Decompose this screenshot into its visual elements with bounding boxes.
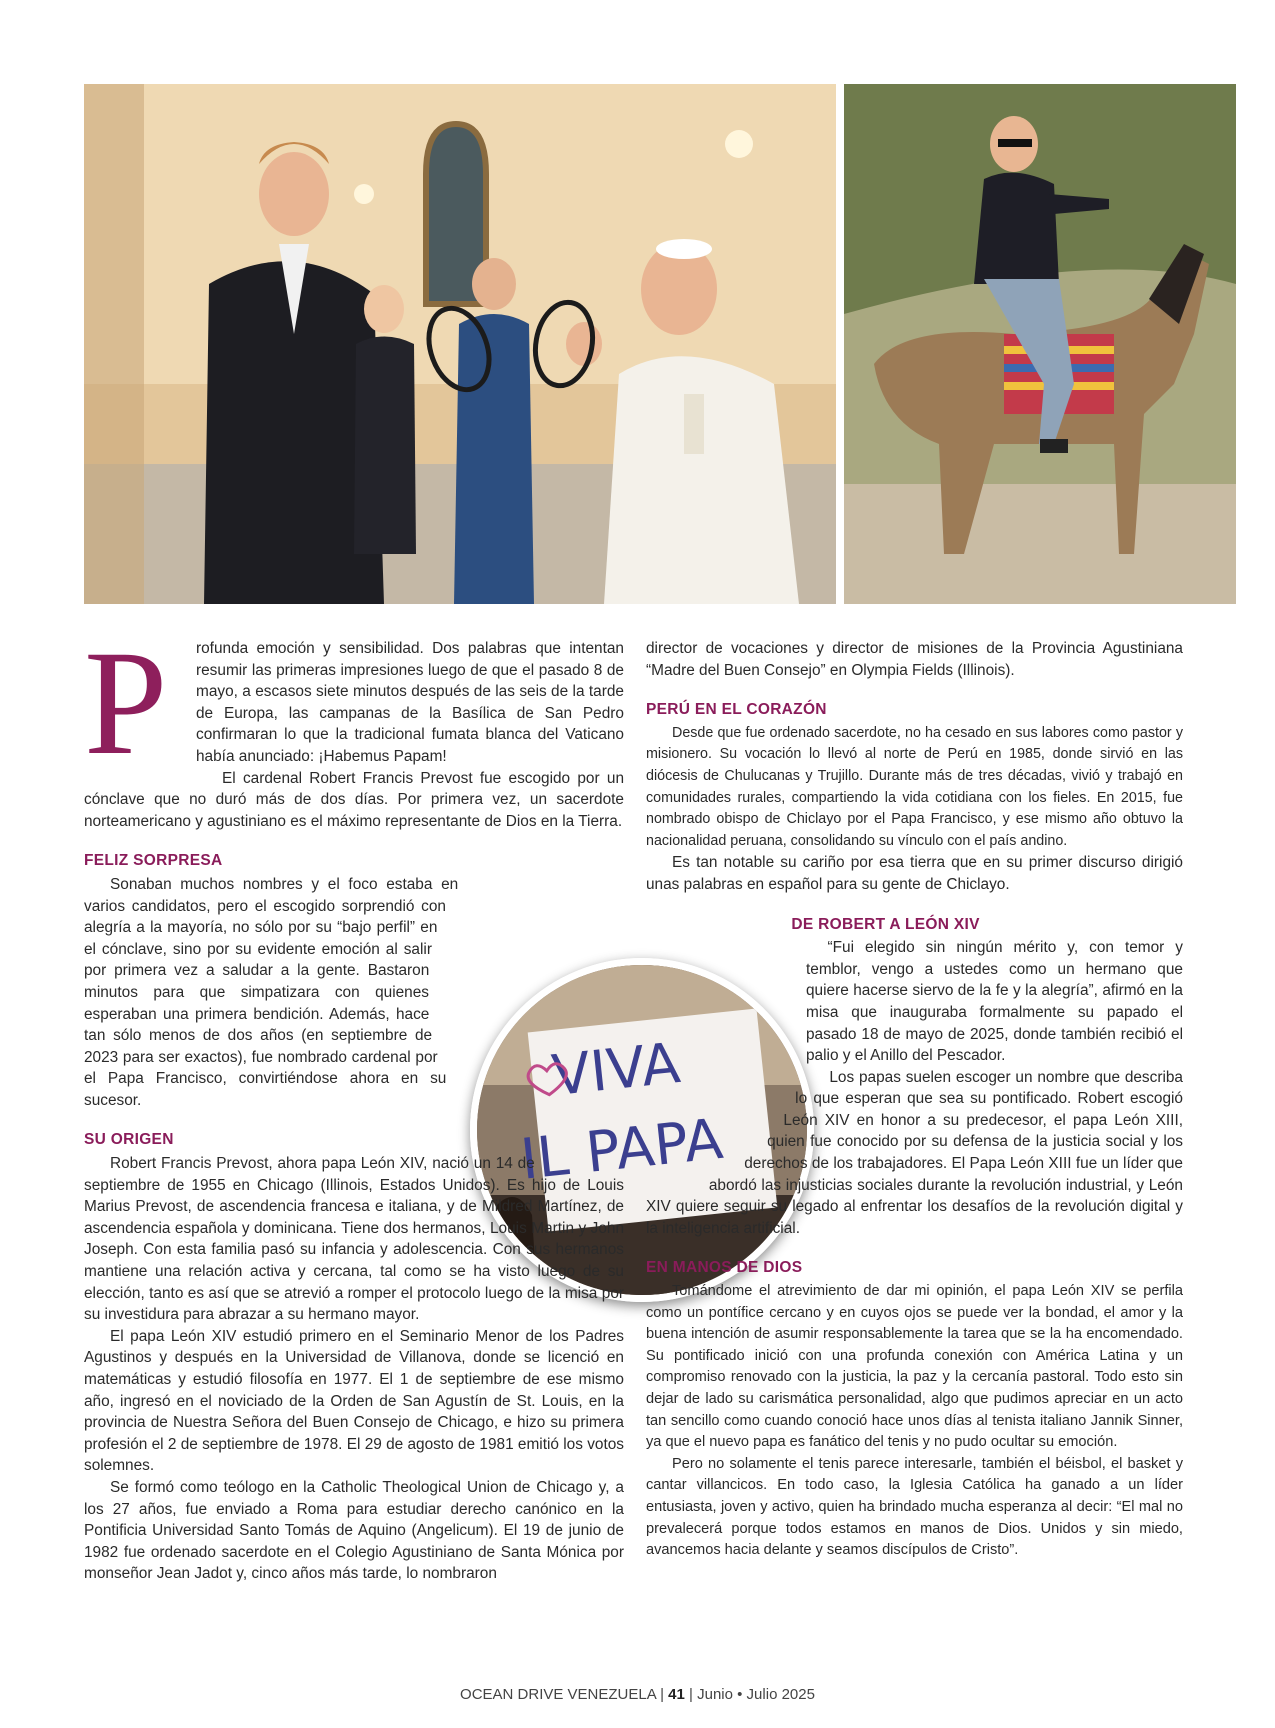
intro-paragraph-2: El cardenal Robert Francis Prevost fue escogido por un cónclave que no duró más de dos días. Por primera vez, un sacerdote norteamericano y agustiniano es el máximo representante de Dios en la Tierra. xyxy=(84,769,624,830)
article-column-left xyxy=(84,620,624,1585)
horse-rider-photo xyxy=(844,84,1236,604)
papal-audience-illustration xyxy=(84,84,836,604)
intro-paragraph-1: rofunda emoción y sensibilidad. Dos palabras que intentan resumir las primeras impresiones luego de que el pasado 8 de mayo, a escasos siete minutos después de las seis de la tarde de Europa, las campanas de la Basílica de San Pedro confirmaran lo que la tradicional fumata blanca del Vaticano había anunciado: ¡Habemus Papam! xyxy=(196,640,624,765)
heading-su-origen: SU ORIGEN xyxy=(84,1131,174,1149)
leon-paragraph-2: Los papas suelen escoger un nombre que describa lo que esperan que sea su pontificado. Robert escogió León XIV en honor a su predecesor, el papa León XIII, quien fue conocido por su defensa de la justicia social y los derechos de los trabajadores. El Papa León XIII fue un líder que abordó las injusticias sociales durante la revolución industrial, y León XIV quiere seguir su legado al enfrentar los desafíos de la revolución digital y la inteligencia artificial. xyxy=(646,1068,1183,1237)
origen-paragraph-3: Se formó como teólogo en la Catholic Theological Union de Chicago y, a los 27 años, fue enviado a Roma para estudiar derecho canónico en la Pontificia Universidad Santo Tomás de Aquino (Angelicum). El 19 de junio de 1982 fue ordenado sacerdote en el Colegio Agustiniano de Santa Mónica por monseñor Jean Jadot y, cinco años más tarde, lo nombraron xyxy=(84,1478,624,1583)
drop-cap: P xyxy=(84,620,168,786)
feliz-paragraph: Sonaban muchos nombres y el foco estaba en varios candidatos, pero el escogido sorprendió con alegría a la mayoría, no sólo por su “bajo perfil” en el cónclave, sino por su evidente emoción al salir por primera vez a saludar a la gente. Bastaron minutos para que simpatizara con quienes esperaban una primera bendición. Además, hace tan sólo menos de dos años (en septiembre de 2023 para ser exactos), fue nombrado cardenal por el Papa Francisco, convirtiéndose ahora en su sucesor. xyxy=(84,875,459,1109)
page-footer: OCEAN DRIVE VENEZUELA | 41 | Junio • Julio 2025 xyxy=(460,1686,815,1703)
sign-line1: VIVA xyxy=(549,1031,684,1110)
origen-paragraph-2: El papa León XIV estudió primero en el Seminario Menor de los Padres Agustinos y después en la Universidad de Villanova, donde se licenció en matemáticas y estudió filosofía en 1977. El 1 de septiembre de ese mismo año, ingresó en el noviciado de la Orden de San Agustín de St. Louis, en la provincia de Nuestra Señora del Buen Consejo de Chicago, e hizo su primera profesión el 2 de septiembre de 1978. El 29 de agosto de 1981 emitió los votos solemnes. xyxy=(84,1327,624,1475)
manos-paragraph-1: Tomándome el atrevimiento de dar mi opinión, el papa León XIV se perfila como un pontífice cercano y en cuyos ojos se puede ver la bondad, el amor y la buena intención de asumir responsablemente la tarea que se la ha encomendado. Su pontificado inició con una profunda conexión con América Latina y un compromiso renovado con la justicia, la paz y la cercanía pastoral. Todo esto sin dejar de lado su carismática personalidad, algo que pudimos apreciar en un acto tan sencillo como cuando conoció hace unos días al tenista italiano Jannik Sinner, ya que el nuevo papa es fanático del tenis y no pudo ocultar su emoción. xyxy=(646,1283,1183,1451)
origen-paragraph-3-continued: director de vocaciones y director de misiones de la Provincia Agustiniana “Madre del Buen Consejo” en Olympia Fields (Illinois). xyxy=(646,640,1183,679)
leon-paragraph-1: “Fui elegido sin ningún mérito y, con temor y temblor, vengo a ustedes como un hermano que quiere hacerse siervo de la fe y la alegría”, afirmó en la misa que inauguraba formalmente su papado el pasado 18 de mayo de 2025, donde también recibió el palio y el Anillo del Pescador. xyxy=(806,939,1183,1065)
manos-paragraph-2: Pero no solamente el tenis parece interesarle, también el béisbol, el basket y cantar villancicos. En todo caso, la Iglesia Católica ha ganado a un líder entusiasta, joven y activo, quien ha brindado mucha esperanza al decir: “El mal no prevalecerá porque todos estamos en manos de Dios. Unidos y sin miedo, avancemos hacia delante y seamos discípulos de Cristo”. xyxy=(646,1455,1183,1559)
heading-de-robert-a-leon: DE ROBERT A LEÓN XIV xyxy=(791,915,980,933)
article-column-right xyxy=(646,638,1183,1562)
page-number: 41 xyxy=(668,1686,685,1703)
heading-peru-en-el-corazon: PERÚ EN EL CORAZÓN xyxy=(646,701,827,719)
papal-audience-photo xyxy=(84,84,836,604)
sign-line2: IL PAPA xyxy=(517,1106,726,1193)
magazine-name: OCEAN DRIVE VENEZUELA xyxy=(460,1686,656,1703)
origen-paragraph-1: Robert Francis Prevost, ahora papa León XIV, nació un 14 de septiembre de 1955 en Chicago (Illinois, Estados Unidos). Es hijo de Louis Marius Prevost, de ascendencia francesa e italiana, y de Mildred Martínez, de ascendencia española y dominicana. Tiene dos hermanos, Louis Martin y John Joseph. Con esta familia pasó su infancia y adolescencia. Con sus hermanos mantiene una relación activa y cercana, tal como se ha visto luego de su elección, tanto es así que se atrevió a romper el protocolo luego de la misa por su investidura para abrazar a su hermano mayor. xyxy=(84,1155,624,1324)
issue-date: Junio • Julio 2025 xyxy=(697,1686,815,1703)
heading-en-manos-de-dios: EN MANOS DE DIOS xyxy=(646,1259,803,1277)
peru-paragraph-1: Desde que fue ordenado sacerdote, no ha cesado en sus labores como pastor y misionero. Su vocación lo llevó al norte de Perú en 1985, donde sirvió en las diócesis de Chulucanas y Trujillo. Durante más de tres décadas, vivió y trabajó en comunidades rurales, compartiendo la vida cotidiana con los fieles. En 2015, fue nombrado obispo de Chiclayo por el Papa Francisco, y ese mismo año obtuvo la nacionalidad peruana, consolidando su vínculo con el país andino. xyxy=(646,724,1183,849)
peru-paragraph-2: Es tan notable su cariño por esa tierra que en su primer discurso dirigió unas palabras en español para su gente de Chiclayo. xyxy=(646,854,1183,893)
heading-feliz-sorpresa: FELIZ SORPRESA xyxy=(84,852,223,870)
horse-rider-illustration xyxy=(844,84,1236,604)
